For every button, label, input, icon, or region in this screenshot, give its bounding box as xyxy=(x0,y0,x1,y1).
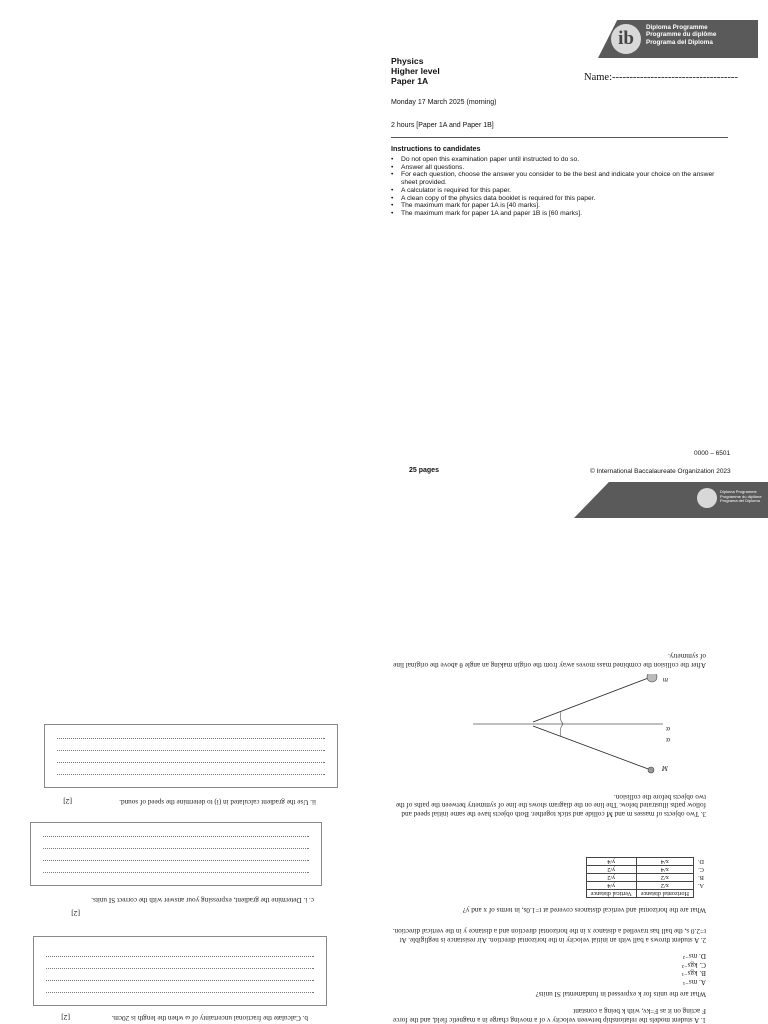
instruction-item: • A clean copy of the physics data booklet is required for this paper. xyxy=(391,195,727,203)
path-upper xyxy=(533,677,651,722)
exam-duration: 2 hours [Paper 1A and Paper 1B] xyxy=(391,122,494,129)
ib-logo: ib xyxy=(611,24,641,54)
ib-footer-text xyxy=(720,490,762,504)
mass-M-label: M xyxy=(662,764,668,772)
answer-line xyxy=(57,762,325,763)
part-cii-marks: [2] xyxy=(63,797,72,806)
angle-label: α xyxy=(666,725,670,733)
page-count: 25 pages xyxy=(409,467,439,474)
answer-line xyxy=(46,980,314,981)
part-cii-text: ii. Use the gradient calculated in (i) to determine the speed of sound. xyxy=(119,798,316,806)
instruction-item: • The maximum mark for paper 1A and paper 1B is [60 marks]. xyxy=(391,210,727,218)
answer-line xyxy=(46,956,314,957)
answer-line xyxy=(57,738,325,739)
copyright: © International Baccalaureate Organization 2023 xyxy=(590,468,731,475)
divider xyxy=(391,137,728,138)
part-ci-marks: [2] xyxy=(71,909,80,918)
table-cell: x/2 xyxy=(636,882,693,890)
table-cell: Vertical distance xyxy=(586,890,636,898)
programme-name-fr: Programme du diplôme xyxy=(646,31,717,39)
instruction-item: • Do not open this examination paper until instructed to do so. xyxy=(391,156,727,164)
instruction-item: • The maximum mark for paper 1A is [40 marks]. xyxy=(391,202,727,210)
collision-diagram xyxy=(463,674,673,784)
table-row xyxy=(586,866,708,874)
table-cell: A. xyxy=(697,882,704,889)
part-b-text: b. Calculate the fractional uncertainty of ω when the length is 20cm. xyxy=(111,1014,308,1022)
subject-block xyxy=(391,56,440,86)
q2-question: What are the horizontal and vertical distances covered at t=1.0s, in terms of x and y? xyxy=(462,906,706,914)
answer-line xyxy=(43,872,309,873)
q1-options xyxy=(682,952,706,986)
programme-name-en: Diploma Programme xyxy=(646,24,708,31)
subject-level: Higher level xyxy=(391,66,440,76)
instructions-heading: Instructions to candidates xyxy=(391,144,481,153)
ib-programme-names xyxy=(646,24,716,46)
mass-M-ball xyxy=(647,674,657,682)
table-cell: x/2 xyxy=(636,874,693,882)
q1-option-d: D. ms⁻² xyxy=(682,952,706,961)
path-lower xyxy=(533,726,651,770)
footer-programme-line: Programme du diplôme xyxy=(720,493,762,499)
table-cell xyxy=(693,890,708,898)
programme-name-es: Programa del Diploma xyxy=(646,38,713,46)
part-ci-text: c. i. Determine the gradient, expressing your answer with the correct SI units. xyxy=(91,896,314,904)
instructions-list xyxy=(391,156,727,218)
table-cell: D. xyxy=(697,858,704,865)
answer-box-ci[interactable] xyxy=(30,822,322,886)
table-cell: x/4 xyxy=(636,858,693,866)
table-header-row xyxy=(586,890,708,898)
q1-question: What are the units for k expressed in fundamental SI units? xyxy=(535,990,706,998)
table-cell: y/4 xyxy=(586,858,636,866)
answer-line xyxy=(43,860,309,861)
table-row xyxy=(586,874,708,882)
answer-line xyxy=(57,774,325,775)
table-cell: B. xyxy=(698,874,704,881)
answer-line xyxy=(46,968,314,969)
table-cell: x/4 xyxy=(636,866,693,874)
q2-text: 2. A student throws a ball with an initial velocity in the horizontal direction. Air resistance is negligible. At t=2.0 s, the ball has travelled a distance x in the horizontal direction and a distance y in the vertical direction. xyxy=(392,927,706,944)
paper-title: Paper 1A xyxy=(391,76,429,86)
subject-title: Physics xyxy=(391,56,424,66)
q1-option-c: C. kgs⁻² xyxy=(681,960,706,969)
table-row xyxy=(586,858,708,866)
answer-box-b[interactable] xyxy=(33,936,327,1006)
q1-intro: 1. A student models the relationship between velocity v of a moving charge in a magnetic field, and the force F acting on it as F=kv, with k being a constant xyxy=(392,1007,706,1024)
answer-line xyxy=(43,848,309,849)
answer-line xyxy=(57,750,325,751)
q1-option-a: A. ms⁻¹ xyxy=(682,978,706,986)
table-cell: y/2 xyxy=(586,874,636,882)
answer-box-cii[interactable] xyxy=(44,724,338,788)
table-cell: Horizontal distance xyxy=(636,890,693,898)
table-cell: y/4 xyxy=(586,882,636,890)
angle-arc-2 xyxy=(560,712,563,724)
table-row xyxy=(586,882,708,890)
q3-text: 3. Two objects of masses m and M collide and stick together. Both objects have the same initial speed and follow paths illustrated below. The line on the diagram shows the line of symmetry between the paths of the two objects before the collision. xyxy=(395,792,706,818)
q2-answer-table xyxy=(586,857,708,898)
angle-arc-1 xyxy=(560,724,563,736)
part-b-marks: [2] xyxy=(61,1013,70,1022)
paper-code: 0000 – 6501 xyxy=(694,450,731,457)
name-field[interactable]: Name:------------------------------------ xyxy=(584,72,738,83)
instruction-item: • For each question, choose the answer you consider to be the best and indicate your choice on the answer sheet provided. xyxy=(391,171,727,186)
exam-date: Monday 17 March 2025 (morning) xyxy=(391,99,497,106)
q1-option-b: B. kgs⁻¹ xyxy=(681,969,706,978)
instruction-item: • Answer all questions. xyxy=(391,164,727,172)
footer-programme-line: Programa del Diploma xyxy=(720,498,760,504)
table-cell: y/2 xyxy=(586,866,636,874)
mass-m-label: m xyxy=(662,676,668,684)
answer-line xyxy=(43,836,309,837)
table-cell: C. xyxy=(698,866,704,873)
upside-down-page xyxy=(0,600,768,1024)
ib-footer-logo xyxy=(697,488,717,508)
angle-label: α xyxy=(666,736,670,744)
q3-after: After the collision the combined mass moves away from the origin making an angle θ above the original line of symmetry. xyxy=(393,652,706,669)
footer-programme-line: Diploma Programme xyxy=(720,489,757,494)
mass-m-ball xyxy=(648,767,654,773)
answer-line xyxy=(46,992,314,993)
instruction-item: • A calculator is required for this paper. xyxy=(391,187,727,195)
